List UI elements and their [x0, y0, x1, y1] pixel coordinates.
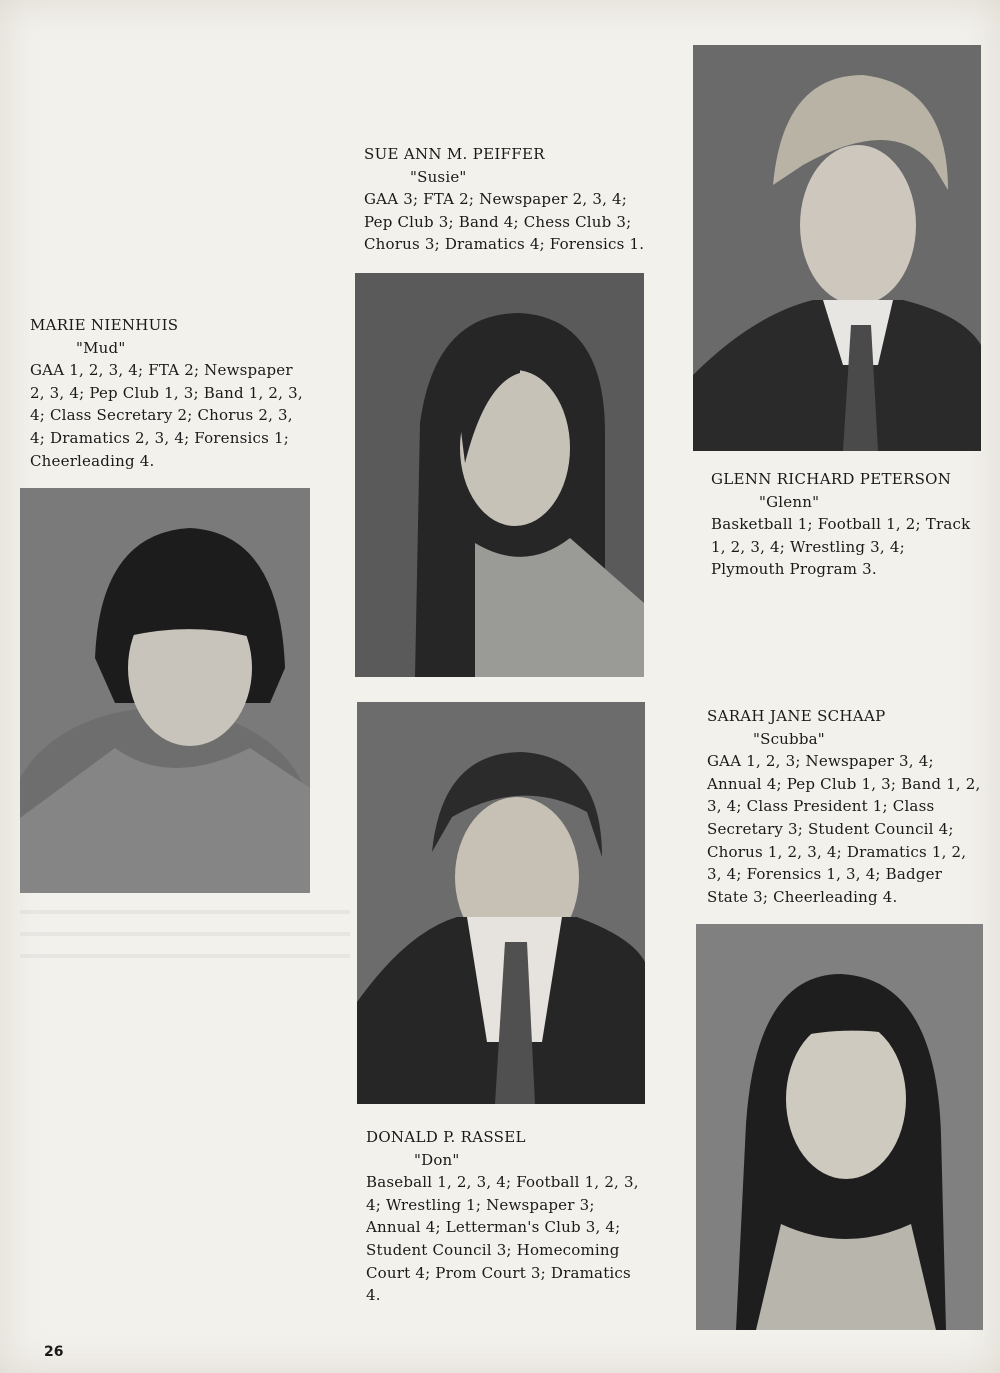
bleed-through-shadow [20, 900, 350, 1020]
page-number: 26 [44, 1344, 64, 1360]
portrait-marie-nienhuis [20, 488, 310, 893]
student-nickname: "Don" [414, 1150, 460, 1169]
student-nickname: "Susie" [410, 167, 467, 186]
portrait-donald-rassel [357, 702, 645, 1104]
student-name: GLENN RICHARD PETERSON [711, 470, 952, 488]
portrait-graphic [693, 45, 981, 451]
student-nickname: "Mud" [76, 338, 126, 357]
student-nickname: "Glenn" [759, 492, 820, 511]
portrait-graphic [355, 273, 644, 677]
student-activities: GAA 1, 2, 3, 4; FTA 2; Newspaper 2, 3, 4; Pep Club 1, 3; Band 1, 2, 3, 4; Class Secretary 2; Chorus 2, 3, 4; Dramatics 2, 3, 4; Forensics 1; Cheerleading 4. [30, 361, 303, 470]
student-name: DONALD P. RASSEL [366, 1128, 526, 1146]
caption-donald-rassel [366, 1126, 641, 1307]
portrait-graphic [20, 488, 310, 893]
student-name: SUE ANN M. PEIFFER [364, 145, 545, 163]
portrait-graphic [696, 924, 983, 1330]
student-activities: GAA 1, 2, 3; Newspaper 3, 4; Annual 4; Pep Club 1, 3; Band 1, 2, 3, 4; Class President 1; Class Secretary 3; Student Council 4; Chorus 1, 2, 3, 4; Dramatics 1, 2, 3, 4; Forensics 1, 3, 4; Badger State 3; Cheerleading 4. [707, 752, 981, 906]
caption-marie-nienhuis [30, 314, 310, 472]
portrait-graphic [357, 702, 645, 1104]
portrait-sue-ann-peiffer [355, 273, 644, 677]
student-activities: GAA 3; FTA 2; Newspaper 2, 3, 4; Pep Club 3; Band 4; Chess Club 3; Chorus 3; Dramatics 4; Forensics 1. [364, 190, 645, 254]
caption-sarah-schaap [707, 705, 981, 908]
portrait-glenn-peterson [693, 45, 981, 451]
caption-sue-ann-peiffer [364, 143, 649, 256]
student-name: SARAH JANE SCHAAP [707, 707, 886, 725]
portrait-sarah-schaap [696, 924, 983, 1330]
student-activities: Baseball 1, 2, 3, 4; Football 1, 2, 3, 4; Wrestling 1; Newspaper 3; Annual 4; Letterman's Club 3, 4; Student Council 3; Homecoming Court 4; Prom Court 3; Dramatics 4. [366, 1173, 639, 1305]
student-activities: Basketball 1; Football 1, 2; Track 1, 2, 3, 4; Wrestling 3, 4; Plymouth Program 3. [711, 515, 971, 579]
student-nickname: "Scubba" [753, 729, 825, 748]
student-name: MARIE NIENHUIS [30, 316, 179, 334]
caption-glenn-peterson [711, 468, 981, 581]
